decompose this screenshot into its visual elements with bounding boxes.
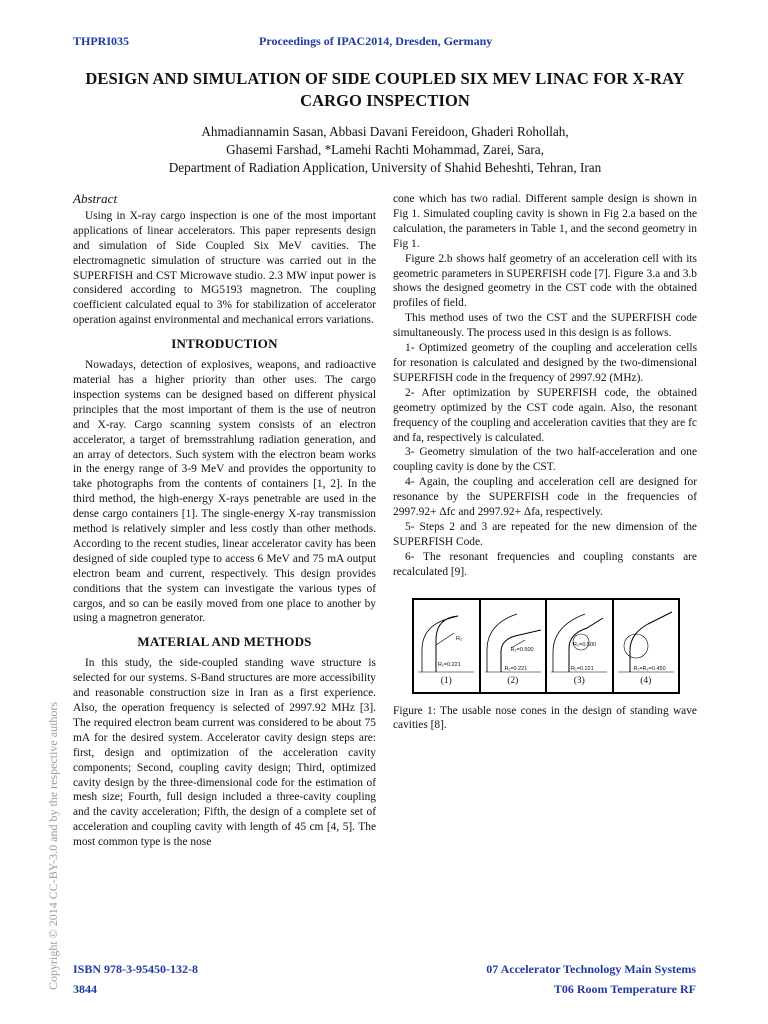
radius-label: R₁=0.221 <box>571 665 594 672</box>
paper-title: DESIGN AND SIMULATION OF SIDE COUPLED SIX MEV LINAC FOR X-RAY CARGO INSPECTION <box>85 69 685 110</box>
step-item: 3- Geometry simulation of the two half-acceleration and one coupling cavity is done by the CST. <box>393 446 697 474</box>
introduction-heading: INTRODUCTION <box>171 336 278 352</box>
figure-panel <box>614 600 679 692</box>
abstract-text: Using in X-ray cargo inspection is one of the most important applications of linear accelerators. This paper represents design and simulation of Side Coupled Six MeV cavities. The electromagnetic simulation of structure was carried out in the SUPERFISH and CST Microwave studio. 2.3 MW input power is considered according to MG5193 magnetron. The coupling coefficient calculated equal to 3% for stabilization of accelerator operation against environmental and mechanical errors variations. <box>73 209 376 327</box>
radius-label: R₂=0.500 <box>510 646 534 653</box>
step-item: 2- After optimization by SUPERFISH code, the obtained geometry optimized by the CST code again. Also, the resonant frequency of the coupling and acceleration cavities that they are fc and fa, respectively is calculated. <box>393 386 697 444</box>
figure-panel <box>547 600 614 692</box>
subtrack-name: T06 Room Temperature RF <box>553 982 696 996</box>
abstract-heading: Abstract <box>73 191 118 206</box>
radius-label: R₂=0.500 <box>573 641 597 648</box>
methods-text-continued: cone which has two radial. Different sample design is shown in Fig 1. Simulated coupling cavity is shown in Fig 2.a based on the calculation, the parameters in Table 1, and the second geometry in Fig 1. <box>393 193 697 250</box>
affiliation-line: Department of Radiation Application, University of Shahid Beheshti, Tehran, Iran <box>168 160 602 175</box>
author-block <box>70 123 700 177</box>
methods-paragraph: Figure 2.b shows half geometry of an acceleration cell with its geometric parameters in SUPERFISH code [7]. Figure 3.a and 3.b shows the designed geometry in the CST code with the obtained profiles of field. <box>393 252 697 310</box>
step-item: 1- Optimized geometry of the coupling and acceleration cells for resonation is calculated and designed by the two-dimensional SUPERFISH code in the frequency of 2997.92 (MHz). <box>393 342 697 384</box>
step-item: 5- Steps 2 and 3 are repeated for the new dimension of the SUPERFISH Code. <box>393 520 697 548</box>
panel-label: (3) <box>573 675 585 686</box>
methods-text: In this study, the side-coupled standing wave structure is selected for our systems. S-Band structures are more accessibility and reasonable construction size in Iran as a first experience. Also, the operation frequency is selected of 2997.92 MHz [3]. The required electron beam current was considered to be about 75 mA for the desired system. Accelerator cavity design steps are: first, design and optimization of the acceleration cavity components; Second, coupling cavity design; Third, optimized cavity design by the three-dimensional code for the estimation of mesh size; Fourth, full design included a three-cavity coupling and the cavity acceleration; Fifth, the design of a complete set of acceleration and coupling cavity with length of 45 cm [4, 5]. The most common type is the nose <box>73 657 376 849</box>
radius-label: R₁=R₂=0.450 <box>633 665 666 672</box>
step-item: 6- The resonant frequencies and coupling constants are recalculated [9]. <box>393 550 697 578</box>
introduction-text: Nowadays, detection of explosives, weapons, and radioactive material has a higher priority than other uses. The cargo inspection systems can be designed based on different physical principles that the most important of them is the use of neutron and X-ray. Cargo scanning system consists of an electron accelerator, a target of bremsstrahlung radiation generation, and an array of detectors. Such system with the electron beam works in the energy range of 3-9 MeV and provides the opportunity to take photographs from the contents of containers [1, 2]. In the third method, the high-energy X-rays penetrable are used in the dense cargo containers [1]. The single-energy X-ray transmission method is relatively simpler and less costly than other methods. According to the recent studies, linear accelerator cavity has been designed of side coupled type to access 6 MeV and 75 mA output electron beam and current, respectively. This design provides conditions that the system can investigate the various types of cargos, and so can be easily moved from one place to another by using a magnetron generator. <box>73 359 376 625</box>
paper-id: THPRI035 <box>73 34 130 48</box>
isbn: ISBN 978-3-95450-132-8 <box>73 962 198 976</box>
radius-label: R₁=0.221 <box>504 665 528 672</box>
author-line: Ahmadiannamin Sasan, Abbasi Davani Fereidoon, Ghaderi Rohollah, <box>201 124 569 139</box>
panel-label: (4) <box>640 675 652 686</box>
copyright-sidebar: Copyright © 2014 CC-BY-3.0 and by the respective authors <box>46 701 60 990</box>
author-line: Ghasemi Farshad, *Lamehi Rachti Mohammad, Zarei, Sara, <box>226 142 544 157</box>
panel-label: (1) <box>440 675 452 686</box>
left-column <box>73 192 376 850</box>
figure-panel <box>481 600 548 692</box>
page-number: 3844 <box>73 982 97 996</box>
figure-nose-cones <box>412 598 680 694</box>
panel-label: (2) <box>507 675 519 686</box>
methods-paragraph: This method uses of two the CST and the SUPERFISH code simultaneously. The process used in this design is as follows. <box>393 312 697 340</box>
methods-heading: MATERIAL AND METHODS <box>137 634 312 650</box>
right-column <box>393 192 697 733</box>
proceedings-header: Proceedings of IPAC2014, Dresden, Germany <box>259 34 493 48</box>
track-name: 07 Accelerator Technology Main Systems <box>486 962 696 976</box>
radius-label: R₂ <box>456 635 463 642</box>
radius-label: R₁=0.221 <box>438 661 461 668</box>
figure-panel <box>414 600 481 692</box>
step-item: 4- Again, the coupling and acceleration cell are designed for resonance by the SUPERFISH code in the frequencies of 2997.92+ Δfc and 2997.92+ Δfa, respectively. <box>393 476 697 519</box>
figure-caption: Figure 1: The usable nose cones in the design of standing wave cavities [8]. <box>393 704 697 732</box>
